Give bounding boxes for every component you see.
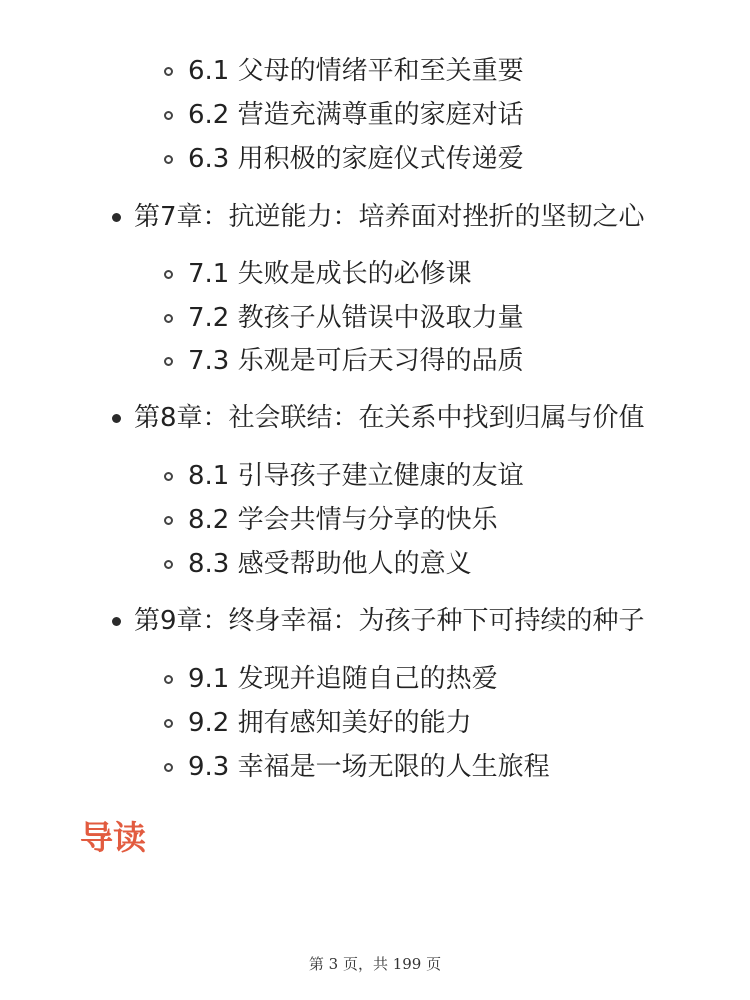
- bullet-disc-icon: [112, 617, 121, 626]
- bullet-circle-icon: [164, 472, 173, 481]
- section-label: 9.1 发现并追随自己的热爱: [188, 664, 498, 694]
- toc-section-7-2: [188, 298, 524, 338]
- bullet-disc-icon: [112, 213, 121, 222]
- toc-section-6-2: [188, 95, 524, 135]
- bullet-circle-icon: [164, 67, 173, 76]
- bullet-circle-icon: [164, 357, 173, 366]
- chapter-title: 第8章：社会联结：在关系中找到归属与价值: [134, 403, 645, 433]
- toc-section-6-3: [188, 139, 524, 179]
- bullet-circle-icon: [164, 155, 173, 164]
- bullet-circle-icon: [164, 270, 173, 279]
- section-label: 8.2 学会共情与分享的快乐: [188, 505, 498, 535]
- section-label: 6.2 营造充满尊重的家庭对话: [188, 100, 524, 130]
- toc-section-7-1: [188, 254, 472, 294]
- toc-chapter-7: [134, 197, 645, 237]
- section-label: 8.1 引导孩子建立健康的友谊: [188, 461, 524, 491]
- toc-section-9-1: [188, 659, 498, 699]
- chapter-title: 第7章：抗逆能力：培养面对挫折的坚韧之心: [134, 202, 645, 232]
- section-label: 7.3 乐观是可后天习得的品质: [188, 346, 524, 376]
- bullet-disc-icon: [112, 414, 121, 423]
- toc-section-8-3: [188, 544, 472, 584]
- section-label: 7.2 教孩子从错误中汲取力量: [188, 303, 524, 333]
- chapter-title: 第9章：终身幸福：为孩子种下可持续的种子: [134, 606, 645, 636]
- bullet-circle-icon: [164, 675, 173, 684]
- page-footer: 第 3 页，共 199 页: [308, 955, 442, 973]
- bullet-circle-icon: [164, 719, 173, 728]
- bullet-circle-icon: [164, 560, 173, 569]
- bullet-circle-icon: [164, 516, 173, 525]
- toc-chapter-9: [134, 601, 645, 641]
- section-label: 6.3 用积极的家庭仪式传递爱: [188, 144, 524, 174]
- toc-section-6-1: [188, 51, 524, 91]
- toc-chapter-8: [134, 398, 645, 438]
- section-label: 6.1 父母的情绪平和至关重要: [188, 56, 524, 86]
- toc-section-9-3: [188, 747, 550, 787]
- bullet-circle-icon: [164, 314, 173, 323]
- bullet-circle-icon: [164, 763, 173, 772]
- section-label: 7.1 失败是成长的必修课: [188, 259, 472, 289]
- section-label: 9.3 幸福是一场无限的人生旅程: [188, 752, 550, 782]
- toc-section-8-2: [188, 500, 498, 540]
- toc-section-7-3: [188, 341, 524, 381]
- bullet-circle-icon: [164, 111, 173, 120]
- toc-section-8-1: [188, 456, 524, 496]
- section-heading: 导读: [80, 818, 146, 857]
- section-label: 9.2 拥有感知美好的能力: [188, 708, 472, 738]
- section-label: 8.3 感受帮助他人的意义: [188, 549, 472, 579]
- toc-section-9-2: [188, 703, 472, 743]
